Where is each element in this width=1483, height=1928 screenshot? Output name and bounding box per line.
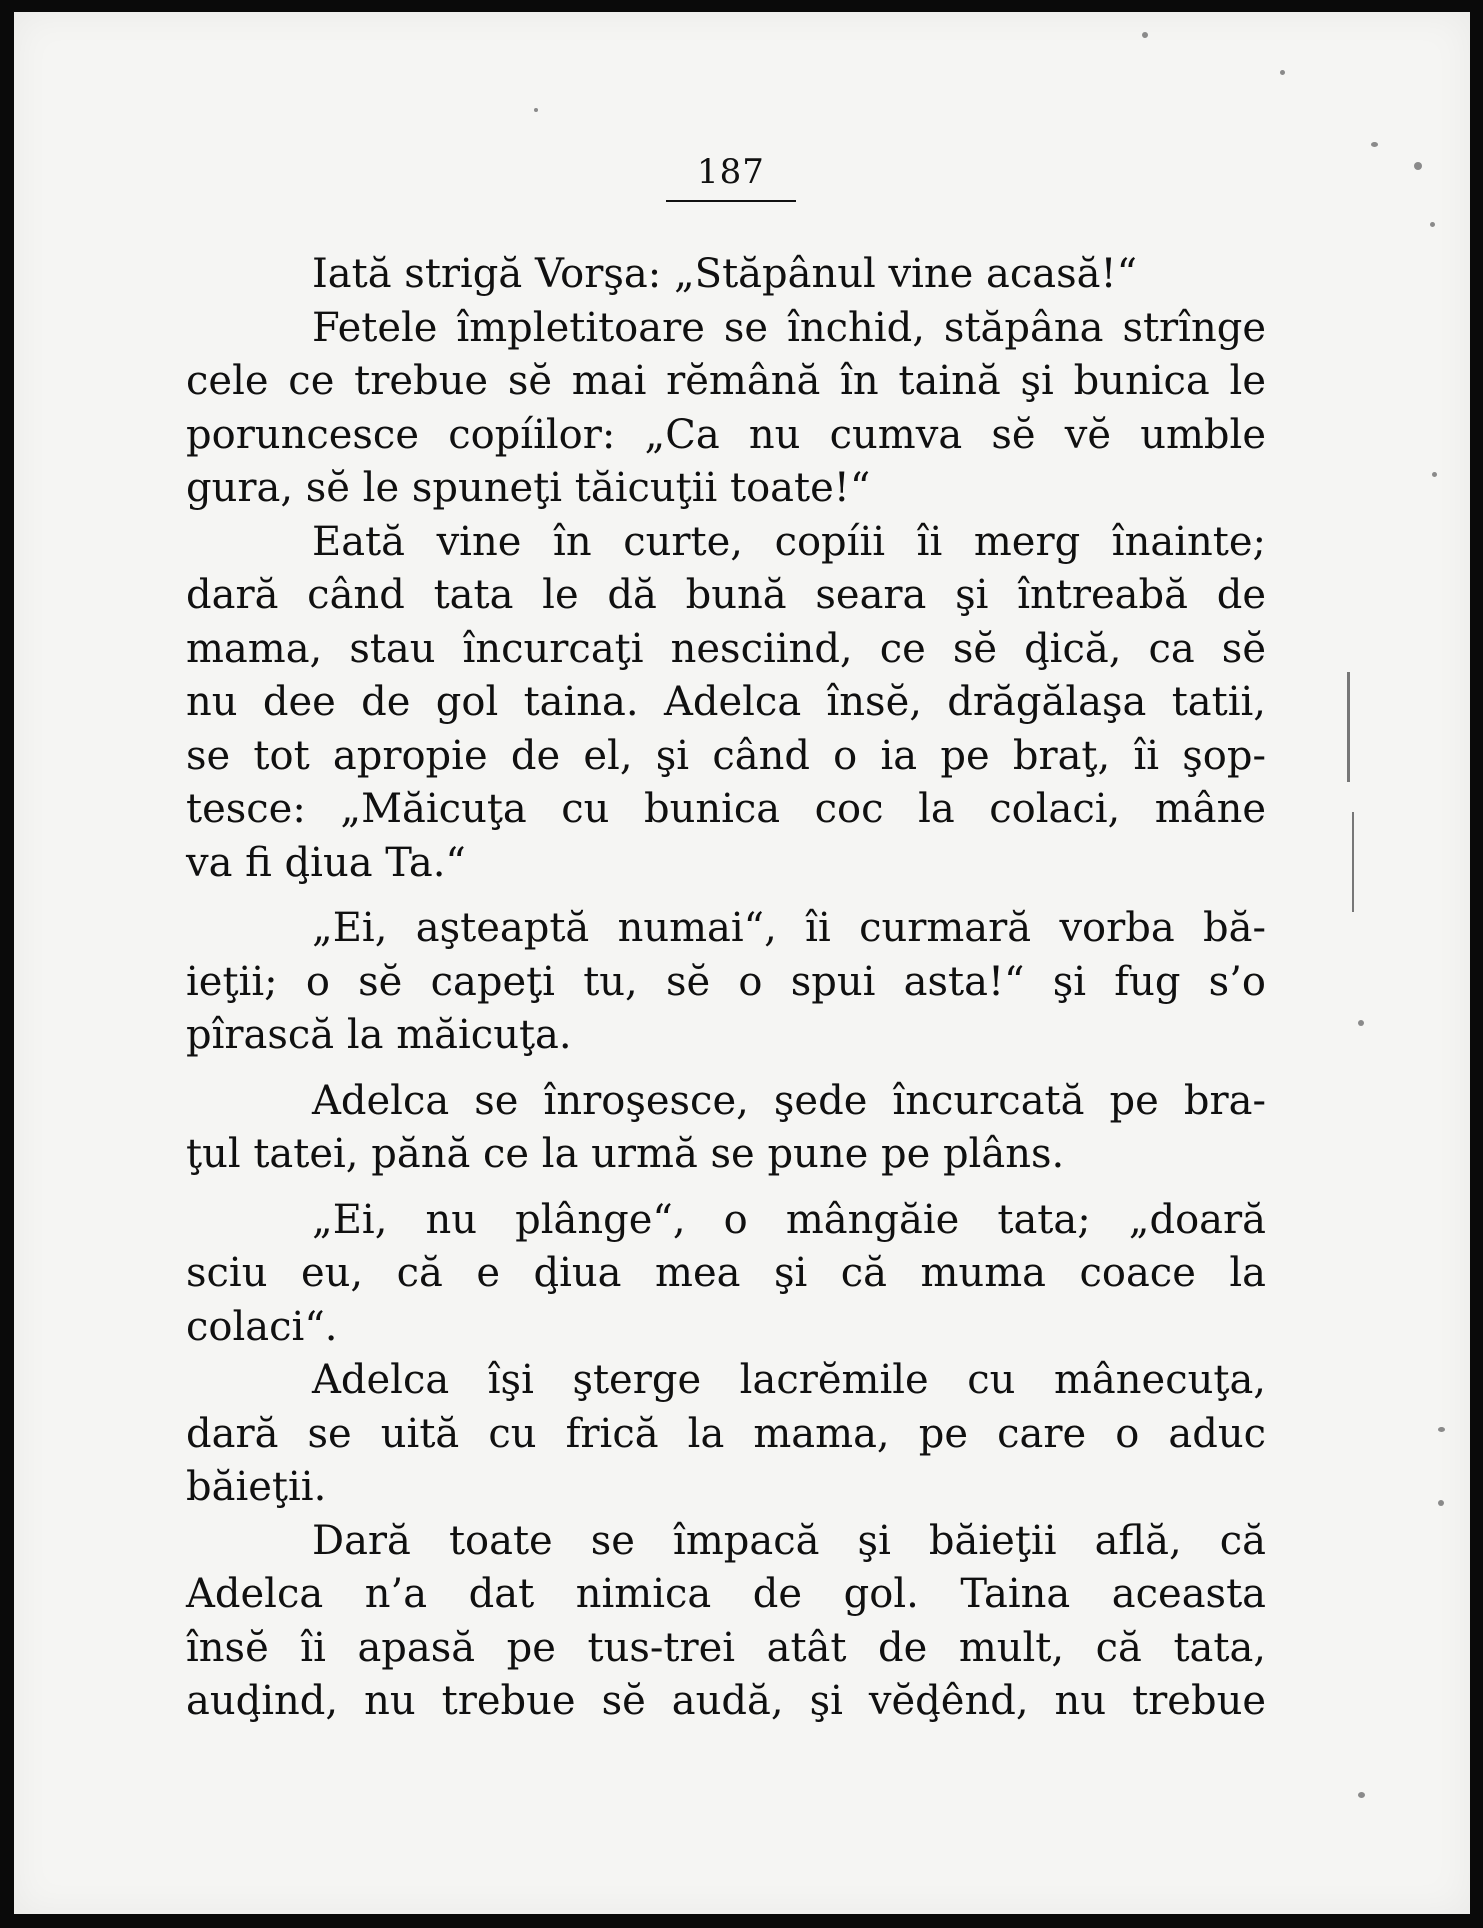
scan-speck [1371,142,1378,147]
text-line: auḑind, nu trebue sĕ audă, şi vĕḑênd, nu trebue [186,1678,1266,1724]
text-line: gura, sĕ le spuneţi tăicuţii toate!“ [186,465,871,511]
text-line: „Ei, nu plânge“, o mângăie tata; „doară [312,1196,1266,1243]
margin-mark [1347,672,1350,782]
text-line: dară când tata le dă bună seara şi întreabă de [186,572,1266,618]
scan-speck [1414,162,1422,170]
text-line: nu dee de gol taina. Adelca însĕ, drăgălaşa tatii, [186,679,1266,725]
text-line: băieţii. [186,1464,327,1510]
text-line: cele ce trebue sĕ mai rĕmână în taină şi bunica le [186,358,1266,404]
text-line: ţul tatei, pănă ce la urmă se pune pe plâns. [186,1131,1065,1177]
text-line: se tot apropie de el, şi când o ia pe braţ, îi şop- [186,732,1266,779]
text-line: ieţii; o sĕ capeţi tu, sĕ o spui asta!“ şi fug s’o [186,958,1266,1005]
scan-speck [1142,32,1148,38]
text-line: pîrască la măicuţa. [186,1012,572,1058]
scan-speck [1430,222,1435,227]
scan-speck [1280,70,1285,75]
scan-speck [1432,472,1437,477]
text-line: dară se uită cu frică la mama, pe care o aduc [186,1410,1266,1457]
text-line: colaci“. [186,1303,338,1350]
text-line: Eată vine în curte, copíii îi merg înainte; [312,518,1266,565]
text-line: tesce: „Măicuţa cu bunica coc la colaci, mâne [186,786,1266,832]
page-number-underline [666,200,796,202]
page-number: 187 [697,152,765,192]
text-line: Iată strigă Vorşa: „Stăpânul vine acasă!“ [312,251,1138,297]
text-line: sciu eu, că e ḑiua mea şi că muma coace la [186,1250,1266,1296]
scan-speck [1438,1427,1445,1432]
scan-speck [1358,1020,1364,1026]
scan-speck [1438,1500,1444,1506]
scan-speck [1358,1792,1365,1798]
book-page [14,12,1470,1914]
scan-speck [534,108,538,112]
text-line: însĕ îi apasă pe tus-trei atât de mult, că tata, [186,1624,1266,1671]
text-line: „Ei, aşteaptă numai“, îi curmară vorba bă- [312,905,1266,951]
margin-mark [1352,812,1354,912]
text-line: Fetele împletitoare se închid, stăpâna strînge [312,304,1266,351]
text-line: Dară toate se împacă şi băieţii află, că [312,1517,1266,1564]
text-line: poruncesce copíilor: „Ca nu cumva sĕ vĕ umble [186,411,1266,458]
text-line: Adelca n’a dat nimica de gol. Taina aceasta [186,1571,1266,1617]
text-line: Adelca se înroşesce, şede încurcată pe bra- [312,1077,1266,1124]
text-line: va fi ḑiua Ta.“ [186,839,466,886]
text-line: mama, stau încurcaţi nesciind, ce sĕ ḑică, ca sĕ [186,625,1266,672]
body-text [186,248,1266,1729]
text-line: Adelca îşi şterge lacrĕmile cu mânecuţa, [312,1357,1266,1403]
